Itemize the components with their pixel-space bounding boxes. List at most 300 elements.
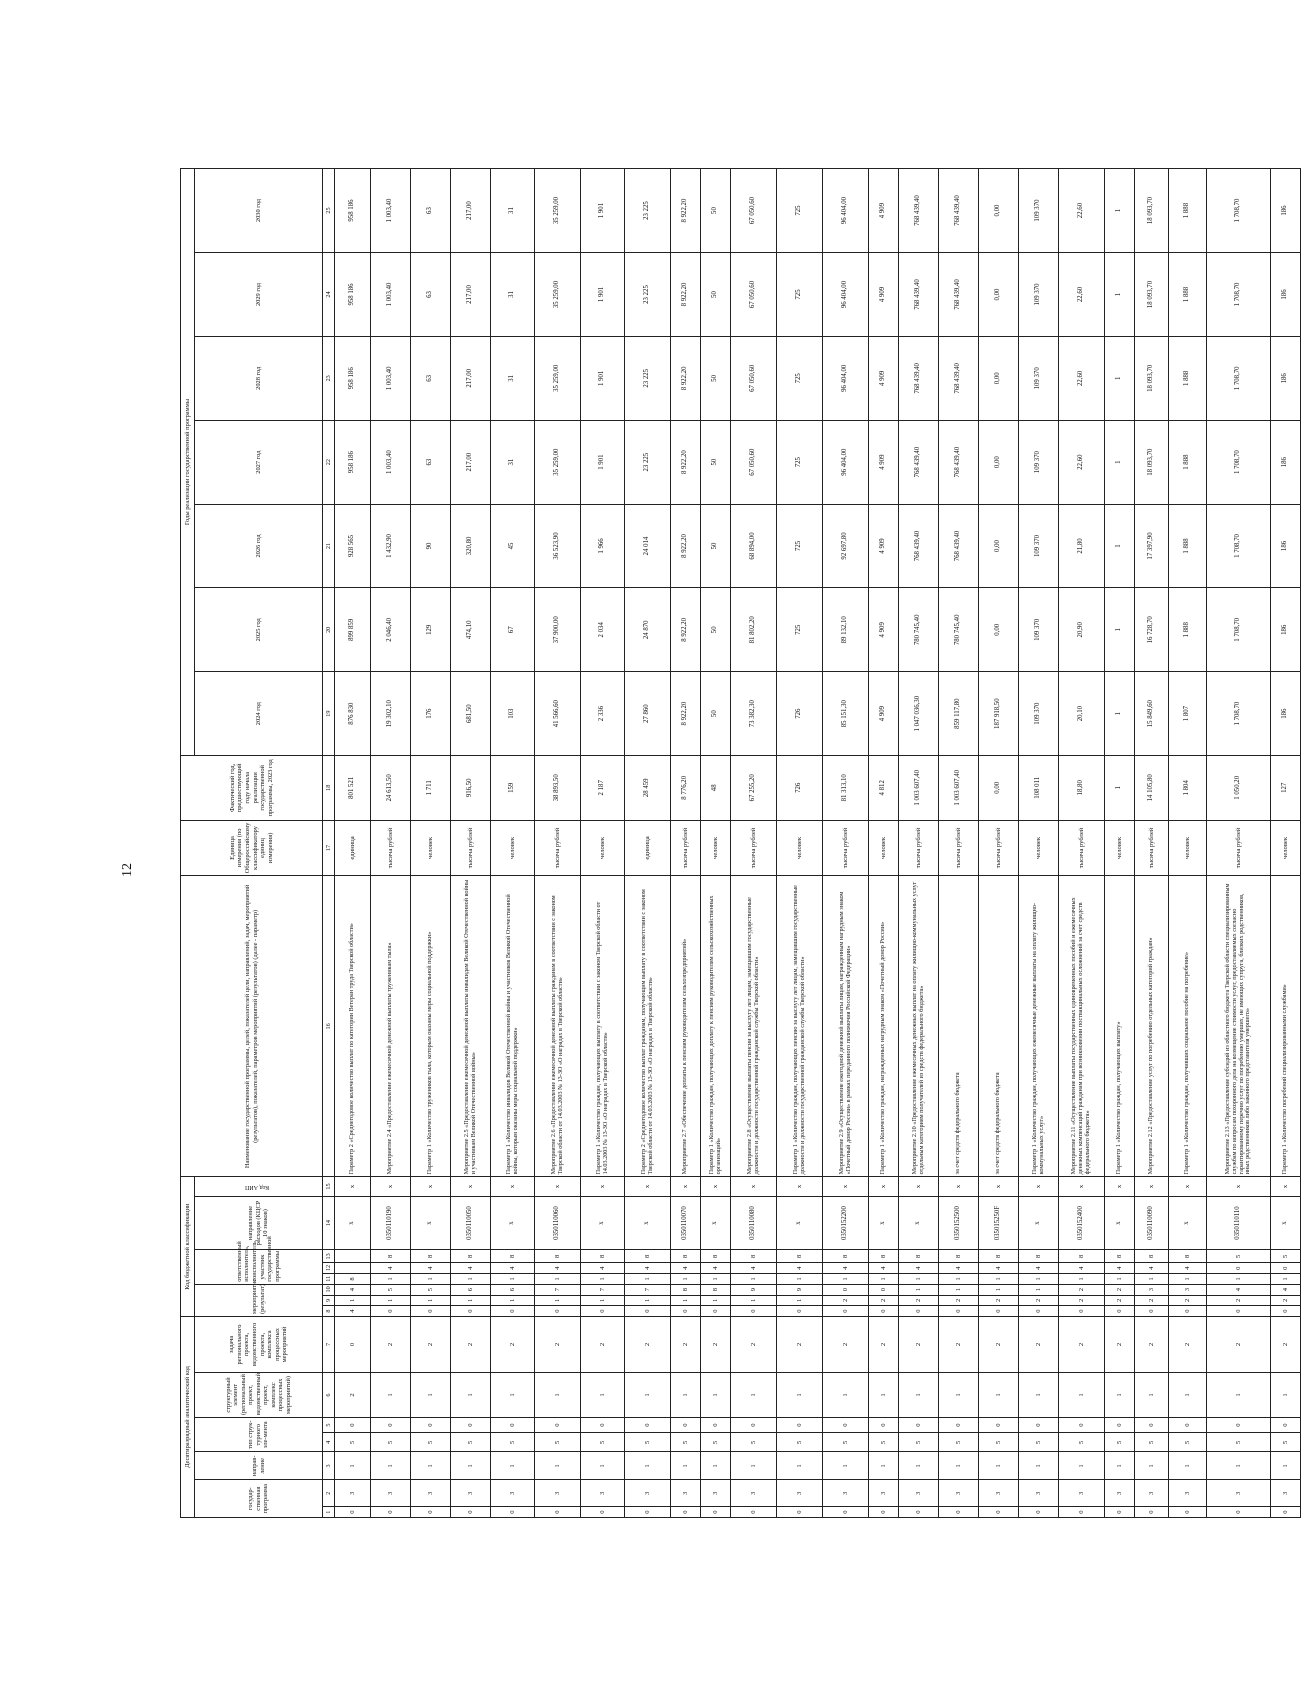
year-value: 768 439,40 xyxy=(939,336,979,420)
year-value: 17 397,90 xyxy=(1135,504,1169,588)
year-value: 1 432,90 xyxy=(371,504,411,588)
table-row xyxy=(869,169,899,1518)
year-value: 958 186 xyxy=(335,253,371,337)
column-index: 7 xyxy=(323,1316,335,1372)
code-digit: 7 xyxy=(581,1284,625,1295)
code-digit: 1 xyxy=(581,1274,625,1285)
row-unit: тысяча рублей xyxy=(1059,820,1105,876)
column-index: 23 xyxy=(323,336,335,420)
code-digit: 0 xyxy=(671,1507,701,1518)
code-digit: 4 xyxy=(491,1263,535,1274)
code-digit: 3 xyxy=(371,1480,411,1507)
code-digit: 1 xyxy=(777,1372,823,1417)
code-digit: 2 xyxy=(411,1316,451,1372)
header-direction: направ-ление xyxy=(195,1452,323,1480)
year-value: 18 093,70 xyxy=(1135,420,1169,504)
code-digit: 0 xyxy=(701,1507,731,1518)
aip-code: x xyxy=(451,1177,491,1196)
expense-code: 0350110070 xyxy=(671,1196,701,1250)
code-digit: 4 xyxy=(1207,1284,1271,1295)
fact-2023: 801 521 xyxy=(335,756,371,820)
code-digit: 1 xyxy=(979,1372,1019,1417)
row-name: Мероприятие 2.8 «Осуществление выплаты пенсии за выслугу лет лицам, замещавшим государственные должности и должности государственной гражданской службы Тверской области» xyxy=(731,876,777,1177)
year-value: 186 xyxy=(1271,672,1301,756)
row-unit: тысяча рублей xyxy=(535,820,581,876)
code-digit: 0 xyxy=(411,1306,451,1317)
code-digit: 2 xyxy=(581,1316,625,1372)
aip-code: x xyxy=(939,1177,979,1196)
fact-2023: 67 255,20 xyxy=(731,756,777,820)
code-digit: 4 xyxy=(979,1263,1019,1274)
fact-2023: 38 893,50 xyxy=(535,756,581,820)
code-digit: 1 xyxy=(1271,1372,1301,1417)
year-value: 27 860 xyxy=(625,672,671,756)
year-value: 22,60 xyxy=(1059,420,1105,504)
year-value: 1 708,70 xyxy=(1207,420,1271,504)
column-index: 9 xyxy=(323,1295,335,1306)
code-digit: 5 xyxy=(869,1433,899,1452)
code-digit: 0 xyxy=(451,1507,491,1518)
header-name: Наименование государственной программы, целей, показателей цели, направлений, задач, мероприятий (результатов), показателей, параметров мероприятий (результатов) (далее - параметр) xyxy=(181,876,323,1177)
code-digit: 3 xyxy=(777,1480,823,1507)
year-value: 725 xyxy=(777,588,823,672)
code-digit xyxy=(335,1250,371,1263)
row-name: Параметр 1 «Количество граждан, получающих выплату» xyxy=(1105,876,1135,1177)
code-digit: 1 xyxy=(1059,1274,1105,1285)
code-digit: 4 xyxy=(335,1284,371,1295)
code-digit: 0 xyxy=(371,1418,411,1433)
header-program: государ-ственная программа xyxy=(195,1480,323,1518)
column-index: 12 xyxy=(323,1263,335,1274)
code-digit: 5 xyxy=(899,1433,939,1452)
code-digit: 2 xyxy=(1059,1316,1105,1372)
year-value: 81 802,20 xyxy=(731,588,777,672)
code-digit: 1 xyxy=(1105,1372,1135,1417)
code-digit: 5 xyxy=(581,1433,625,1452)
row-unit: человек xyxy=(1105,820,1135,876)
column-index: 17 xyxy=(323,820,335,876)
code-digit: 2 xyxy=(1019,1316,1059,1372)
code-digit: 1 xyxy=(491,1372,535,1417)
code-digit: 1 xyxy=(1019,1452,1059,1480)
expense-code: x xyxy=(581,1196,625,1250)
code-digit: 2 xyxy=(869,1295,899,1306)
code-digit: 4 xyxy=(451,1263,491,1274)
year-value: 8 922,20 xyxy=(671,169,701,253)
expense-code: x xyxy=(335,1196,371,1250)
code-digit: 2 xyxy=(1059,1295,1105,1306)
code-digit: 1 xyxy=(451,1372,491,1417)
year-value: 0,00 xyxy=(979,253,1019,337)
fact-2023: 1 711 xyxy=(411,756,451,820)
code-digit: 0 xyxy=(491,1418,535,1433)
code-digit xyxy=(335,1263,371,1274)
code-digit: 2 xyxy=(979,1316,1019,1372)
code-digit: 3 xyxy=(625,1480,671,1507)
header-measure: мероприятие (результат) xyxy=(195,1284,323,1316)
code-digit: 5 xyxy=(411,1433,451,1452)
year-value: 768 439,40 xyxy=(899,169,939,253)
code-digit: 4 xyxy=(823,1263,869,1274)
row-unit: тысяча рублей xyxy=(1135,820,1169,876)
year-value: 725 xyxy=(777,420,823,504)
code-digit: 3 xyxy=(899,1480,939,1507)
row-name: Параметр 1 «Количество граждан, получающих выплату в соответствии с законом Тверской области от 14.03.2003 № 13-ЗО «О наградах в Тверской области» xyxy=(581,876,625,1177)
code-digit: 2 xyxy=(1271,1295,1301,1306)
row-name: Мероприятие 2.4 «Предоставление ежемесячной денежной выплаты труженикам тыла» xyxy=(371,876,411,1177)
code-digit: 1 xyxy=(701,1274,731,1285)
code-digit: 0 xyxy=(1169,1507,1207,1518)
column-index: 10 xyxy=(323,1284,335,1295)
row-unit: человек xyxy=(581,820,625,876)
code-digit: 1 xyxy=(451,1274,491,1285)
year-value: 725 xyxy=(777,336,823,420)
year-value: 1 901 xyxy=(581,253,625,337)
code-digit: 2 xyxy=(823,1316,869,1372)
code-digit: 2 xyxy=(823,1295,869,1306)
code-digit: 0 xyxy=(1169,1418,1207,1433)
fact-2023: 916,50 xyxy=(451,756,491,820)
row-name: Мероприятие 2.11 «Осуществление выплаты государственных единовременных пособий и ежемесячных денежных компенсаций гражданам при возникновении поствакцинальных осложнений за счет средств федерального бюджета» xyxy=(1059,876,1105,1177)
aip-code: x xyxy=(1271,1177,1301,1196)
year-value: 768 439,40 xyxy=(899,420,939,504)
code-digit: 1 xyxy=(869,1372,899,1417)
code-digit: 4 xyxy=(1271,1284,1301,1295)
table-row xyxy=(979,169,1019,1518)
code-digit: 0 xyxy=(777,1507,823,1518)
column-index: 16 xyxy=(323,876,335,1177)
code-digit: 6 xyxy=(491,1284,535,1295)
code-digit: 5 xyxy=(1207,1250,1271,1263)
aip-code: x xyxy=(701,1177,731,1196)
code-digit: 1 xyxy=(671,1372,701,1417)
code-digit: 8 xyxy=(491,1250,535,1263)
expense-code: x xyxy=(869,1196,899,1250)
expense-code: 0350110050 xyxy=(451,1196,491,1250)
table-row xyxy=(899,169,939,1518)
code-digit: 8 xyxy=(1169,1250,1207,1263)
row-unit: тысяча рублей xyxy=(939,820,979,876)
code-digit: 3 xyxy=(1105,1480,1135,1507)
code-digit: 8 xyxy=(451,1250,491,1263)
code-digit: 0 xyxy=(1059,1507,1105,1518)
year-value: 50 xyxy=(701,504,731,588)
code-digit: 5 xyxy=(1271,1250,1301,1263)
header-year-2024: 2024 год xyxy=(195,672,323,756)
year-value: 103 xyxy=(491,672,535,756)
fact-2023: 127 xyxy=(1271,756,1301,820)
code-digit: 4 xyxy=(371,1263,411,1274)
year-value: 35 259,00 xyxy=(535,253,581,337)
code-digit: 7 xyxy=(535,1284,581,1295)
year-value: 21,80 xyxy=(1059,504,1105,588)
code-digit: 8 xyxy=(581,1250,625,1263)
year-value: 15 849,60 xyxy=(1135,672,1169,756)
code-digit: 0 xyxy=(899,1507,939,1518)
year-value: 73 382,30 xyxy=(731,672,777,756)
code-digit: 2 xyxy=(1105,1284,1135,1295)
row-name: Мероприятие 2.13 «Предоставление субсидий из областного бюджета Тверской области специализированным службам по вопросам похоронного дела на возмещение стоимости услуг, предоставляемых согласно гарантированному перечню услуг по погребению умерших, не имеющих супруга, близких родственников, иных родственников либо законного представителя умершего» xyxy=(1207,876,1271,1177)
code-digit: 5 xyxy=(823,1433,869,1452)
expense-code: 0350110060 xyxy=(535,1196,581,1250)
year-value: 186 xyxy=(1271,253,1301,337)
column-index: 24 xyxy=(323,253,335,337)
year-value: 1 003,40 xyxy=(371,169,411,253)
code-digit: 2 xyxy=(671,1316,701,1372)
aip-code: x xyxy=(671,1177,701,1196)
year-value: 24 870 xyxy=(625,588,671,672)
code-digit: 1 xyxy=(371,1274,411,1285)
year-value: 96 404,00 xyxy=(823,420,869,504)
code-digit: 5 xyxy=(1169,1433,1207,1452)
expense-code: 0350110080 xyxy=(731,1196,777,1250)
code-digit: 8 xyxy=(335,1274,371,1285)
year-value: 0,00 xyxy=(979,169,1019,253)
code-digit: 0 xyxy=(491,1306,535,1317)
code-digit: 4 xyxy=(1019,1263,1059,1274)
year-value: 186 xyxy=(1271,169,1301,253)
code-digit: 1 xyxy=(823,1372,869,1417)
year-value: 1 xyxy=(1105,672,1135,756)
code-digit: 1 xyxy=(939,1284,979,1295)
header-aip: Код АИП xyxy=(195,1177,323,1196)
year-value: 320,80 xyxy=(451,504,491,588)
code-digit: 1 xyxy=(625,1372,671,1417)
table-row xyxy=(731,169,777,1518)
code-digit: 0 xyxy=(1105,1507,1135,1518)
aip-code: x xyxy=(491,1177,535,1196)
code-digit: 1 xyxy=(701,1295,731,1306)
header-budget-code: Код бюджетной классификации xyxy=(181,1177,195,1317)
year-value: 109 370 xyxy=(1019,336,1059,420)
fact-2023: 28 459 xyxy=(625,756,671,820)
code-digit: 2 xyxy=(777,1316,823,1372)
code-digit: 3 xyxy=(1059,1480,1105,1507)
code-digit: 1 xyxy=(491,1452,535,1480)
column-index: 18 xyxy=(323,756,335,820)
code-digit: 4 xyxy=(939,1263,979,1274)
aip-code: x xyxy=(731,1177,777,1196)
code-digit: 1 xyxy=(335,1295,371,1306)
aip-code: x xyxy=(1169,1177,1207,1196)
code-digit: 8 xyxy=(371,1250,411,1263)
year-value: 96 404,00 xyxy=(823,169,869,253)
year-value: 4 909 xyxy=(869,588,899,672)
code-digit: 2 xyxy=(535,1316,581,1372)
code-digit: 4 xyxy=(625,1263,671,1274)
aip-code: x xyxy=(1059,1177,1105,1196)
code-digit: 0 xyxy=(869,1418,899,1433)
expense-code: x xyxy=(899,1196,939,1250)
header-unit: Единица измерения (по Общероссийскому классификатору единиц измерения) xyxy=(181,820,323,876)
code-digit: 0 xyxy=(335,1507,371,1518)
year-value: 45 xyxy=(491,504,535,588)
year-value: 109 370 xyxy=(1019,588,1059,672)
code-digit: 0 xyxy=(581,1507,625,1518)
year-value: 768 439,40 xyxy=(939,420,979,504)
code-digit: 1 xyxy=(411,1274,451,1285)
code-digit: 5 xyxy=(777,1433,823,1452)
fact-2023: 1 050,20 xyxy=(1207,756,1271,820)
table-row xyxy=(451,169,491,1518)
code-digit: 0 xyxy=(625,1418,671,1433)
code-digit: 1 xyxy=(869,1274,899,1285)
code-digit: 1 xyxy=(1135,1372,1169,1417)
year-value: 186 xyxy=(1271,504,1301,588)
year-value: 20,10 xyxy=(1059,672,1105,756)
code-digit: 7 xyxy=(625,1284,671,1295)
code-digit: 8 xyxy=(411,1250,451,1263)
year-value: 109 370 xyxy=(1019,672,1059,756)
code-digit: 1 xyxy=(1169,1452,1207,1480)
code-digit: 5 xyxy=(1207,1433,1271,1452)
code-digit: 0 xyxy=(777,1418,823,1433)
code-digit: 3 xyxy=(1135,1284,1169,1295)
code-digit: 8 xyxy=(701,1284,731,1295)
code-digit: 1 xyxy=(411,1372,451,1417)
code-digit: 1 xyxy=(1207,1452,1271,1480)
code-digit: 3 xyxy=(671,1480,701,1507)
column-index: 4 xyxy=(323,1433,335,1452)
column-index: 6 xyxy=(323,1372,335,1417)
code-digit: 4 xyxy=(335,1306,371,1317)
year-value: 1 003,40 xyxy=(371,253,411,337)
year-value: 85 151,30 xyxy=(823,672,869,756)
year-value: 726 xyxy=(777,672,823,756)
code-digit: 0 xyxy=(371,1507,411,1518)
code-digit: 0 xyxy=(701,1306,731,1317)
code-digit: 0 xyxy=(335,1316,371,1372)
year-value: 928 565 xyxy=(335,504,371,588)
code-digit: 6 xyxy=(451,1284,491,1295)
year-value: 129 xyxy=(411,588,451,672)
code-digit: 1 xyxy=(1135,1452,1169,1480)
code-digit: 8 xyxy=(625,1250,671,1263)
row-name: Параметр 2 «Среднегодовое количество выплат по категории Ветеран труда Тверской области» xyxy=(335,876,371,1177)
code-digit: 2 xyxy=(979,1295,1019,1306)
aip-code: x xyxy=(823,1177,869,1196)
code-digit: 5 xyxy=(979,1433,1019,1452)
code-digit: 2 xyxy=(1271,1316,1301,1372)
code-digit: 8 xyxy=(823,1250,869,1263)
year-value: 8 922,20 xyxy=(671,253,701,337)
year-value: 958 186 xyxy=(335,169,371,253)
table-row xyxy=(371,169,411,1518)
header-type: тип струк-турного эле-мента xyxy=(195,1418,323,1452)
code-digit: 9 xyxy=(731,1284,777,1295)
expense-code: x xyxy=(1019,1196,1059,1250)
code-digit: 4 xyxy=(671,1263,701,1274)
year-value: 176 xyxy=(411,672,451,756)
code-digit: 1 xyxy=(1271,1274,1301,1285)
row-name: за счет средств федерального бюджета xyxy=(979,876,1019,1177)
column-index: 25 xyxy=(323,169,335,253)
code-digit: 1 xyxy=(731,1295,777,1306)
fact-2023: 18,80 xyxy=(1059,756,1105,820)
year-value: 187 918,50 xyxy=(979,672,1019,756)
code-digit: 1 xyxy=(1135,1274,1169,1285)
row-name: Мероприятие 2.5 «Предоставление ежемесячной денежной выплаты инвалидам Великой Отечественной войны и участникам Великой Отечественной войны» xyxy=(451,876,491,1177)
row-name: Мероприятие 2.9 «Осуществление ежегодной денежной выплаты лицам, награжденным нагрудным знаком «Почетный донор России» в рамках переданного полномочия Российской Федерации» xyxy=(823,876,869,1177)
code-digit: 1 xyxy=(371,1372,411,1417)
year-value: 217,00 xyxy=(451,169,491,253)
code-digit: 0 xyxy=(869,1507,899,1518)
year-value: 36 523,90 xyxy=(535,504,581,588)
header-executor: ответственный исполнитель, соисполнитель, участник государственной программы xyxy=(195,1250,323,1284)
row-name: за счет средств федерального бюджета xyxy=(939,876,979,1177)
code-digit: 5 xyxy=(731,1433,777,1452)
column-index: 3 xyxy=(323,1452,335,1480)
year-value: 217,00 xyxy=(451,336,491,420)
code-digit: 5 xyxy=(491,1433,535,1452)
code-digit: 3 xyxy=(1019,1480,1059,1507)
table-row xyxy=(1019,169,1059,1518)
expense-code: 035015250F xyxy=(979,1196,1019,1250)
year-value: 186 xyxy=(1271,588,1301,672)
code-digit: 1 xyxy=(731,1452,777,1480)
year-value: 899 859 xyxy=(335,588,371,672)
aip-code: x xyxy=(411,1177,451,1196)
table-row xyxy=(777,169,823,1518)
year-value: 1 708,70 xyxy=(1207,253,1271,337)
code-digit: 0 xyxy=(1271,1263,1301,1274)
code-digit: 8 xyxy=(777,1250,823,1263)
column-index: 20 xyxy=(323,588,335,672)
code-digit: 3 xyxy=(979,1480,1019,1507)
code-digit: 1 xyxy=(451,1295,491,1306)
expense-code: x xyxy=(777,1196,823,1250)
year-value: 1 003,40 xyxy=(371,420,411,504)
year-value: 8 922,20 xyxy=(671,336,701,420)
year-value: 23 225 xyxy=(625,336,671,420)
table-row xyxy=(939,169,979,1518)
page-number: 12 xyxy=(120,863,135,877)
column-index: 2 xyxy=(323,1480,335,1507)
year-value: 1 xyxy=(1105,420,1135,504)
code-digit: 3 xyxy=(731,1480,777,1507)
code-digit: 0 xyxy=(335,1418,371,1433)
year-value: 68 894,00 xyxy=(731,504,777,588)
code-digit: 0 xyxy=(1207,1507,1271,1518)
aip-code: x xyxy=(979,1177,1019,1196)
code-digit: 1 xyxy=(625,1452,671,1480)
code-digit: 1 xyxy=(411,1295,451,1306)
code-digit: 0 xyxy=(1135,1418,1169,1433)
year-value: 4 909 xyxy=(869,169,899,253)
code-digit: 0 xyxy=(979,1306,1019,1317)
code-digit: 0 xyxy=(1207,1418,1271,1433)
code-digit: 0 xyxy=(1207,1306,1271,1317)
code-digit: 5 xyxy=(1019,1433,1059,1452)
year-value: 0,00 xyxy=(979,504,1019,588)
year-value: 958 186 xyxy=(335,420,371,504)
code-digit: 2 xyxy=(1169,1295,1207,1306)
code-digit: 0 xyxy=(939,1306,979,1317)
year-value: 859 117,80 xyxy=(939,672,979,756)
code-digit: 5 xyxy=(939,1433,979,1452)
code-digit: 0 xyxy=(823,1507,869,1518)
code-digit: 0 xyxy=(1135,1306,1169,1317)
code-digit: 8 xyxy=(1135,1250,1169,1263)
code-digit: 0 xyxy=(491,1507,535,1518)
code-digit: 2 xyxy=(1207,1316,1271,1372)
code-digit: 2 xyxy=(1135,1295,1169,1306)
row-unit: тысяча рублей xyxy=(451,820,491,876)
code-digit: 4 xyxy=(701,1263,731,1274)
column-index: 11 xyxy=(323,1274,335,1285)
table-row xyxy=(1059,169,1105,1518)
code-digit: 0 xyxy=(979,1418,1019,1433)
